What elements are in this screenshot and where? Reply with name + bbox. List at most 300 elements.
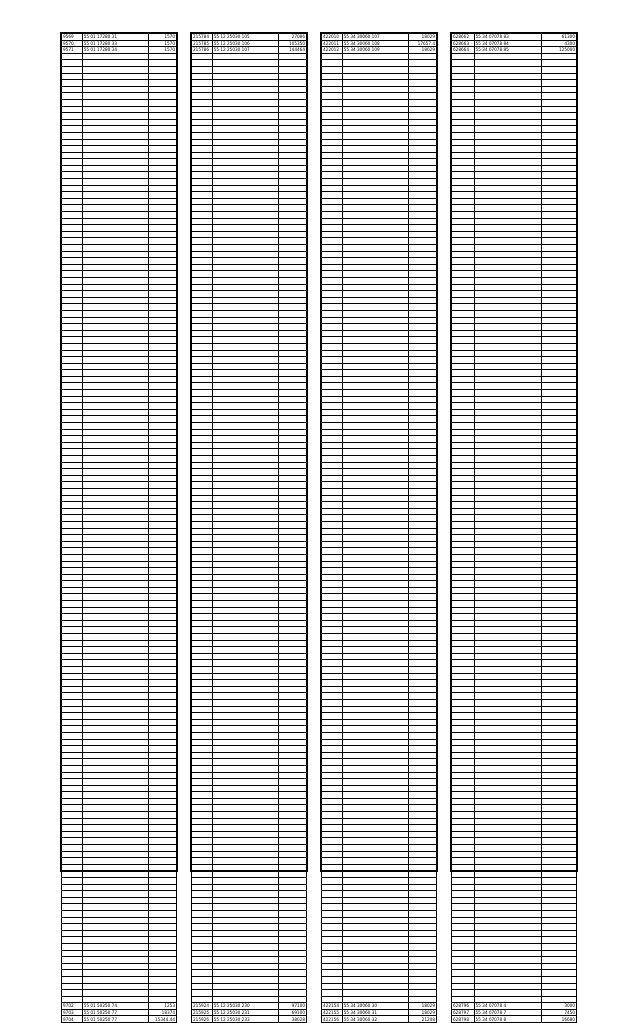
row-number-cell bbox=[452, 324, 475, 331]
account-code-cell bbox=[342, 429, 409, 436]
row-number-cell bbox=[322, 996, 343, 1003]
account-code-cell bbox=[212, 686, 279, 693]
amount-cell bbox=[542, 185, 577, 192]
amount-cell bbox=[149, 297, 177, 304]
table-row bbox=[452, 561, 577, 568]
amount-cell bbox=[279, 719, 307, 726]
amount-cell bbox=[409, 587, 437, 594]
amount-cell bbox=[409, 858, 437, 865]
account-code-cell bbox=[212, 396, 279, 403]
row-number-cell bbox=[192, 752, 213, 759]
amount-cell bbox=[149, 192, 177, 199]
account-code-cell bbox=[212, 198, 279, 205]
table-row bbox=[322, 370, 437, 377]
account-code-cell bbox=[212, 132, 279, 139]
table-row bbox=[192, 245, 307, 252]
amount-cell bbox=[409, 66, 437, 73]
account-code-cell bbox=[212, 990, 279, 997]
account-code-cell bbox=[82, 396, 149, 403]
account-code-cell bbox=[82, 456, 149, 463]
row-number-cell bbox=[322, 179, 343, 186]
account-code-cell bbox=[342, 990, 409, 997]
row-number-cell bbox=[192, 897, 213, 904]
table-row bbox=[192, 831, 307, 838]
table-row bbox=[192, 686, 307, 693]
row-number-cell bbox=[62, 976, 83, 983]
table-row bbox=[322, 284, 437, 291]
amount-cell bbox=[149, 152, 177, 159]
row-number-cell bbox=[192, 541, 213, 548]
table-row bbox=[192, 607, 307, 614]
row-number-cell bbox=[62, 858, 83, 865]
table-row bbox=[62, 218, 177, 225]
account-code-cell bbox=[82, 60, 149, 67]
table-row bbox=[452, 146, 577, 153]
amount-cell: 125000 bbox=[542, 47, 577, 54]
row-number-cell bbox=[192, 139, 213, 146]
amount-cell bbox=[409, 647, 437, 654]
amount-cell bbox=[279, 706, 307, 713]
row-number-cell bbox=[192, 284, 213, 291]
amount-cell bbox=[542, 390, 577, 397]
row-number-cell bbox=[192, 871, 213, 878]
row-number-cell bbox=[192, 231, 213, 238]
table-row bbox=[192, 601, 307, 608]
amount-cell bbox=[542, 785, 577, 792]
amount-cell bbox=[149, 521, 177, 528]
table-row bbox=[62, 878, 177, 885]
account-code-cell bbox=[212, 864, 279, 871]
table-row bbox=[452, 291, 577, 298]
row-number-cell bbox=[322, 950, 343, 957]
row-number-cell bbox=[452, 521, 475, 528]
table-row bbox=[62, 845, 177, 852]
table-row bbox=[452, 910, 577, 917]
row-number-cell bbox=[62, 502, 83, 509]
amount-cell bbox=[542, 126, 577, 133]
table-row bbox=[192, 976, 307, 983]
amount-cell bbox=[149, 535, 177, 542]
row-number-cell bbox=[192, 251, 213, 258]
account-code-cell bbox=[212, 258, 279, 265]
table-row bbox=[192, 924, 307, 931]
row-number-cell: 628662 bbox=[452, 34, 475, 41]
table-row bbox=[452, 165, 577, 172]
account-code-cell bbox=[82, 594, 149, 601]
amount-cell bbox=[409, 172, 437, 179]
account-code-cell: 55 34 30060 30 bbox=[342, 1003, 409, 1010]
table-row bbox=[192, 713, 307, 720]
amount-cell bbox=[409, 449, 437, 456]
table-row bbox=[192, 317, 307, 324]
table-row bbox=[322, 165, 437, 172]
account-code-cell bbox=[82, 561, 149, 568]
row-number-cell bbox=[62, 429, 83, 436]
table-row bbox=[62, 47, 177, 54]
account-code-cell bbox=[82, 205, 149, 212]
table-row bbox=[62, 350, 177, 357]
account-code-cell bbox=[212, 469, 279, 476]
account-code-cell bbox=[474, 462, 542, 469]
amount-cell bbox=[149, 370, 177, 377]
table-row bbox=[192, 554, 307, 561]
account-code-cell bbox=[342, 126, 409, 133]
table-row bbox=[192, 456, 307, 463]
account-code-cell bbox=[82, 502, 149, 509]
amount-cell bbox=[409, 60, 437, 67]
table-row bbox=[452, 47, 577, 54]
table-row bbox=[192, 238, 307, 245]
amount-cell bbox=[542, 86, 577, 93]
row-number-cell bbox=[322, 212, 343, 219]
amount-cell bbox=[279, 508, 307, 515]
amount-cell bbox=[409, 864, 437, 871]
table-row bbox=[192, 970, 307, 977]
account-code-cell bbox=[212, 607, 279, 614]
table-row bbox=[452, 818, 577, 825]
row-number-cell bbox=[322, 245, 343, 252]
amount-cell bbox=[279, 686, 307, 693]
row-number-cell bbox=[192, 851, 213, 858]
amount-cell bbox=[149, 990, 177, 997]
amount-cell bbox=[279, 172, 307, 179]
row-number-cell bbox=[62, 198, 83, 205]
row-number-cell bbox=[452, 165, 475, 172]
table-row bbox=[192, 106, 307, 113]
row-number-cell bbox=[62, 383, 83, 390]
amount-cell bbox=[149, 667, 177, 674]
amount-cell bbox=[149, 238, 177, 245]
table-row bbox=[452, 878, 577, 885]
account-code-cell bbox=[82, 132, 149, 139]
table-row bbox=[192, 469, 307, 476]
account-code-cell bbox=[342, 93, 409, 100]
amount-cell bbox=[279, 113, 307, 120]
amount-cell bbox=[542, 106, 577, 113]
row-number-cell bbox=[62, 508, 83, 515]
table-row bbox=[322, 726, 437, 733]
amount-cell bbox=[542, 66, 577, 73]
row-number-cell bbox=[322, 462, 343, 469]
table-row bbox=[452, 535, 577, 542]
table-row bbox=[322, 317, 437, 324]
account-code-cell bbox=[82, 614, 149, 621]
row-number-cell bbox=[192, 838, 213, 845]
row-number-cell bbox=[452, 699, 475, 706]
row-number-cell bbox=[452, 390, 475, 397]
row-number-cell bbox=[192, 60, 213, 67]
account-code-cell bbox=[342, 812, 409, 819]
table-row bbox=[322, 80, 437, 87]
amount-cell bbox=[542, 113, 577, 120]
amount-cell: 1570 bbox=[149, 34, 177, 41]
amount-cell bbox=[542, 990, 577, 997]
amount-cell bbox=[279, 442, 307, 449]
row-number-cell bbox=[322, 798, 343, 805]
table-row bbox=[62, 515, 177, 522]
account-code-cell bbox=[342, 614, 409, 621]
amount-cell bbox=[279, 482, 307, 489]
table-row bbox=[192, 502, 307, 509]
account-code-cell bbox=[342, 667, 409, 674]
amount-cell bbox=[542, 594, 577, 601]
row-number-cell bbox=[62, 304, 83, 311]
row-number-cell bbox=[322, 970, 343, 977]
table-row bbox=[322, 963, 437, 970]
account-code-cell: 55 12 25030 230 bbox=[212, 1003, 279, 1010]
table-row bbox=[452, 357, 577, 364]
amount-cell bbox=[542, 779, 577, 786]
amount-cell bbox=[279, 864, 307, 871]
account-code-cell bbox=[212, 897, 279, 904]
account-code-cell bbox=[342, 693, 409, 700]
table-row bbox=[322, 291, 437, 298]
row-number-cell bbox=[62, 746, 83, 753]
table-row bbox=[452, 838, 577, 845]
amount-cell bbox=[542, 713, 577, 720]
amount-cell bbox=[279, 165, 307, 172]
row-number-cell bbox=[192, 548, 213, 555]
amount-cell bbox=[149, 330, 177, 337]
row-number-cell bbox=[62, 554, 83, 561]
row-number-cell bbox=[192, 904, 213, 911]
account-code-cell bbox=[82, 970, 149, 977]
row-number-cell bbox=[322, 277, 343, 284]
amount-cell bbox=[149, 660, 177, 667]
account-code-cell bbox=[474, 218, 542, 225]
amount-cell: 69100 bbox=[279, 1009, 307, 1016]
row-number-cell bbox=[192, 581, 213, 588]
table-row bbox=[322, 838, 437, 845]
row-number-cell bbox=[192, 482, 213, 489]
amount-cell bbox=[149, 732, 177, 739]
table-row bbox=[192, 343, 307, 350]
amount-cell bbox=[409, 502, 437, 509]
row-number-cell bbox=[452, 759, 475, 766]
amount-cell bbox=[542, 910, 577, 917]
amount-cell bbox=[409, 746, 437, 753]
amount-cell bbox=[409, 996, 437, 1003]
account-code-cell bbox=[212, 370, 279, 377]
account-code-cell bbox=[342, 891, 409, 898]
account-code-cell bbox=[474, 284, 542, 291]
row-number-cell bbox=[192, 119, 213, 126]
account-code-cell bbox=[212, 706, 279, 713]
account-code-cell bbox=[342, 752, 409, 759]
amount-cell bbox=[409, 904, 437, 911]
account-code-cell bbox=[342, 80, 409, 87]
account-code-cell bbox=[474, 73, 542, 80]
amount-cell bbox=[149, 488, 177, 495]
amount-cell bbox=[542, 568, 577, 575]
amount-cell bbox=[149, 601, 177, 608]
amount-cell bbox=[149, 442, 177, 449]
row-number-cell bbox=[322, 449, 343, 456]
account-code-cell bbox=[474, 456, 542, 463]
table-row bbox=[192, 271, 307, 278]
amount-cell bbox=[149, 963, 177, 970]
amount-cell bbox=[409, 614, 437, 621]
amount-cell bbox=[149, 429, 177, 436]
amount-cell bbox=[409, 113, 437, 120]
row-number-cell bbox=[192, 713, 213, 720]
amount-cell bbox=[279, 528, 307, 535]
ledger-table bbox=[61, 33, 177, 1023]
table-row bbox=[192, 73, 307, 80]
row-number-cell bbox=[452, 106, 475, 113]
table-row bbox=[192, 423, 307, 430]
row-number-cell bbox=[452, 119, 475, 126]
account-code-cell bbox=[474, 699, 542, 706]
table-row bbox=[452, 330, 577, 337]
table-row bbox=[62, 535, 177, 542]
amount-cell bbox=[542, 884, 577, 891]
amount-cell bbox=[542, 502, 577, 509]
amount-cell: 38028 bbox=[279, 1016, 307, 1023]
row-number-cell bbox=[62, 172, 83, 179]
table-row bbox=[192, 363, 307, 370]
row-number-cell bbox=[452, 554, 475, 561]
account-code-cell bbox=[342, 587, 409, 594]
amount-cell bbox=[279, 647, 307, 654]
account-code-cell bbox=[212, 271, 279, 278]
table-row bbox=[62, 297, 177, 304]
amount-cell bbox=[149, 146, 177, 153]
account-code-cell bbox=[342, 238, 409, 245]
account-code-cell bbox=[342, 798, 409, 805]
account-code-cell bbox=[342, 119, 409, 126]
row-number-cell bbox=[192, 310, 213, 317]
amount-cell bbox=[409, 416, 437, 423]
table-row bbox=[322, 792, 437, 799]
amount-cell bbox=[409, 423, 437, 430]
account-code-cell bbox=[342, 851, 409, 858]
account-code-cell bbox=[212, 752, 279, 759]
account-code-cell bbox=[342, 442, 409, 449]
account-code-cell bbox=[474, 330, 542, 337]
row-number-cell bbox=[62, 277, 83, 284]
account-code-cell bbox=[474, 350, 542, 357]
table-row bbox=[322, 99, 437, 106]
account-code-cell bbox=[82, 337, 149, 344]
row-number-cell bbox=[192, 165, 213, 172]
table-row bbox=[192, 647, 307, 654]
account-code-cell bbox=[212, 963, 279, 970]
table-row bbox=[452, 60, 577, 67]
row-number-cell bbox=[452, 508, 475, 515]
table-row bbox=[322, 825, 437, 832]
table-row bbox=[452, 686, 577, 693]
account-code-cell bbox=[342, 640, 409, 647]
account-code-cell bbox=[342, 957, 409, 964]
row-number-cell bbox=[322, 225, 343, 232]
row-number-cell bbox=[192, 106, 213, 113]
amount-cell bbox=[409, 93, 437, 100]
account-code-cell bbox=[82, 581, 149, 588]
amount-cell bbox=[279, 376, 307, 383]
account-code-cell bbox=[82, 93, 149, 100]
table-row bbox=[62, 620, 177, 627]
row-number-cell bbox=[192, 937, 213, 944]
account-code-cell bbox=[212, 699, 279, 706]
row-number-cell bbox=[322, 482, 343, 489]
account-code-cell bbox=[342, 409, 409, 416]
row-number-cell bbox=[452, 970, 475, 977]
account-code-cell bbox=[212, 475, 279, 482]
table-row bbox=[452, 831, 577, 838]
table-row bbox=[452, 653, 577, 660]
account-code-cell bbox=[474, 990, 542, 997]
table-row bbox=[62, 113, 177, 120]
row-number-cell bbox=[62, 139, 83, 146]
amount-cell bbox=[409, 185, 437, 192]
amount-cell: 1570 bbox=[149, 47, 177, 54]
row-number-cell bbox=[322, 739, 343, 746]
amount-cell bbox=[279, 350, 307, 357]
table-row bbox=[192, 449, 307, 456]
amount-cell bbox=[149, 620, 177, 627]
account-code-cell bbox=[474, 812, 542, 819]
account-code-cell bbox=[82, 535, 149, 542]
account-code-cell bbox=[342, 864, 409, 871]
row-number-cell bbox=[452, 917, 475, 924]
row-number-cell bbox=[192, 488, 213, 495]
row-number-cell bbox=[62, 73, 83, 80]
row-number-cell bbox=[452, 245, 475, 252]
row-number-cell bbox=[322, 587, 343, 594]
table-row bbox=[322, 515, 437, 522]
account-code-cell bbox=[212, 60, 279, 67]
amount-cell bbox=[542, 937, 577, 944]
table-row bbox=[62, 99, 177, 106]
row-number-cell bbox=[452, 515, 475, 522]
row-number-cell bbox=[62, 409, 83, 416]
amount-cell bbox=[409, 719, 437, 726]
amount-cell bbox=[279, 765, 307, 772]
amount-cell bbox=[542, 212, 577, 219]
row-number-cell bbox=[452, 574, 475, 581]
account-code-cell bbox=[342, 541, 409, 548]
account-code-cell bbox=[474, 324, 542, 331]
account-code-cell bbox=[212, 746, 279, 753]
amount-cell bbox=[149, 864, 177, 871]
account-code-cell bbox=[82, 350, 149, 357]
account-code-cell bbox=[212, 390, 279, 397]
account-code-cell bbox=[342, 310, 409, 317]
account-code-cell bbox=[474, 719, 542, 726]
table-row bbox=[62, 146, 177, 153]
account-code-cell bbox=[474, 106, 542, 113]
account-code-cell bbox=[342, 746, 409, 753]
account-code-cell bbox=[82, 798, 149, 805]
account-code-cell bbox=[474, 277, 542, 284]
table-row bbox=[192, 40, 307, 47]
table-row bbox=[62, 640, 177, 647]
row-number-cell bbox=[452, 541, 475, 548]
account-code-cell bbox=[342, 488, 409, 495]
amount-cell bbox=[542, 350, 577, 357]
account-code-cell bbox=[82, 719, 149, 726]
amount-cell bbox=[149, 825, 177, 832]
row-number-cell bbox=[322, 508, 343, 515]
amount-cell bbox=[149, 647, 177, 654]
account-code-cell bbox=[82, 910, 149, 917]
amount-cell bbox=[542, 231, 577, 238]
account-code-cell bbox=[474, 851, 542, 858]
amount-cell bbox=[149, 119, 177, 126]
account-code-cell bbox=[212, 667, 279, 674]
row-number-cell bbox=[192, 416, 213, 423]
